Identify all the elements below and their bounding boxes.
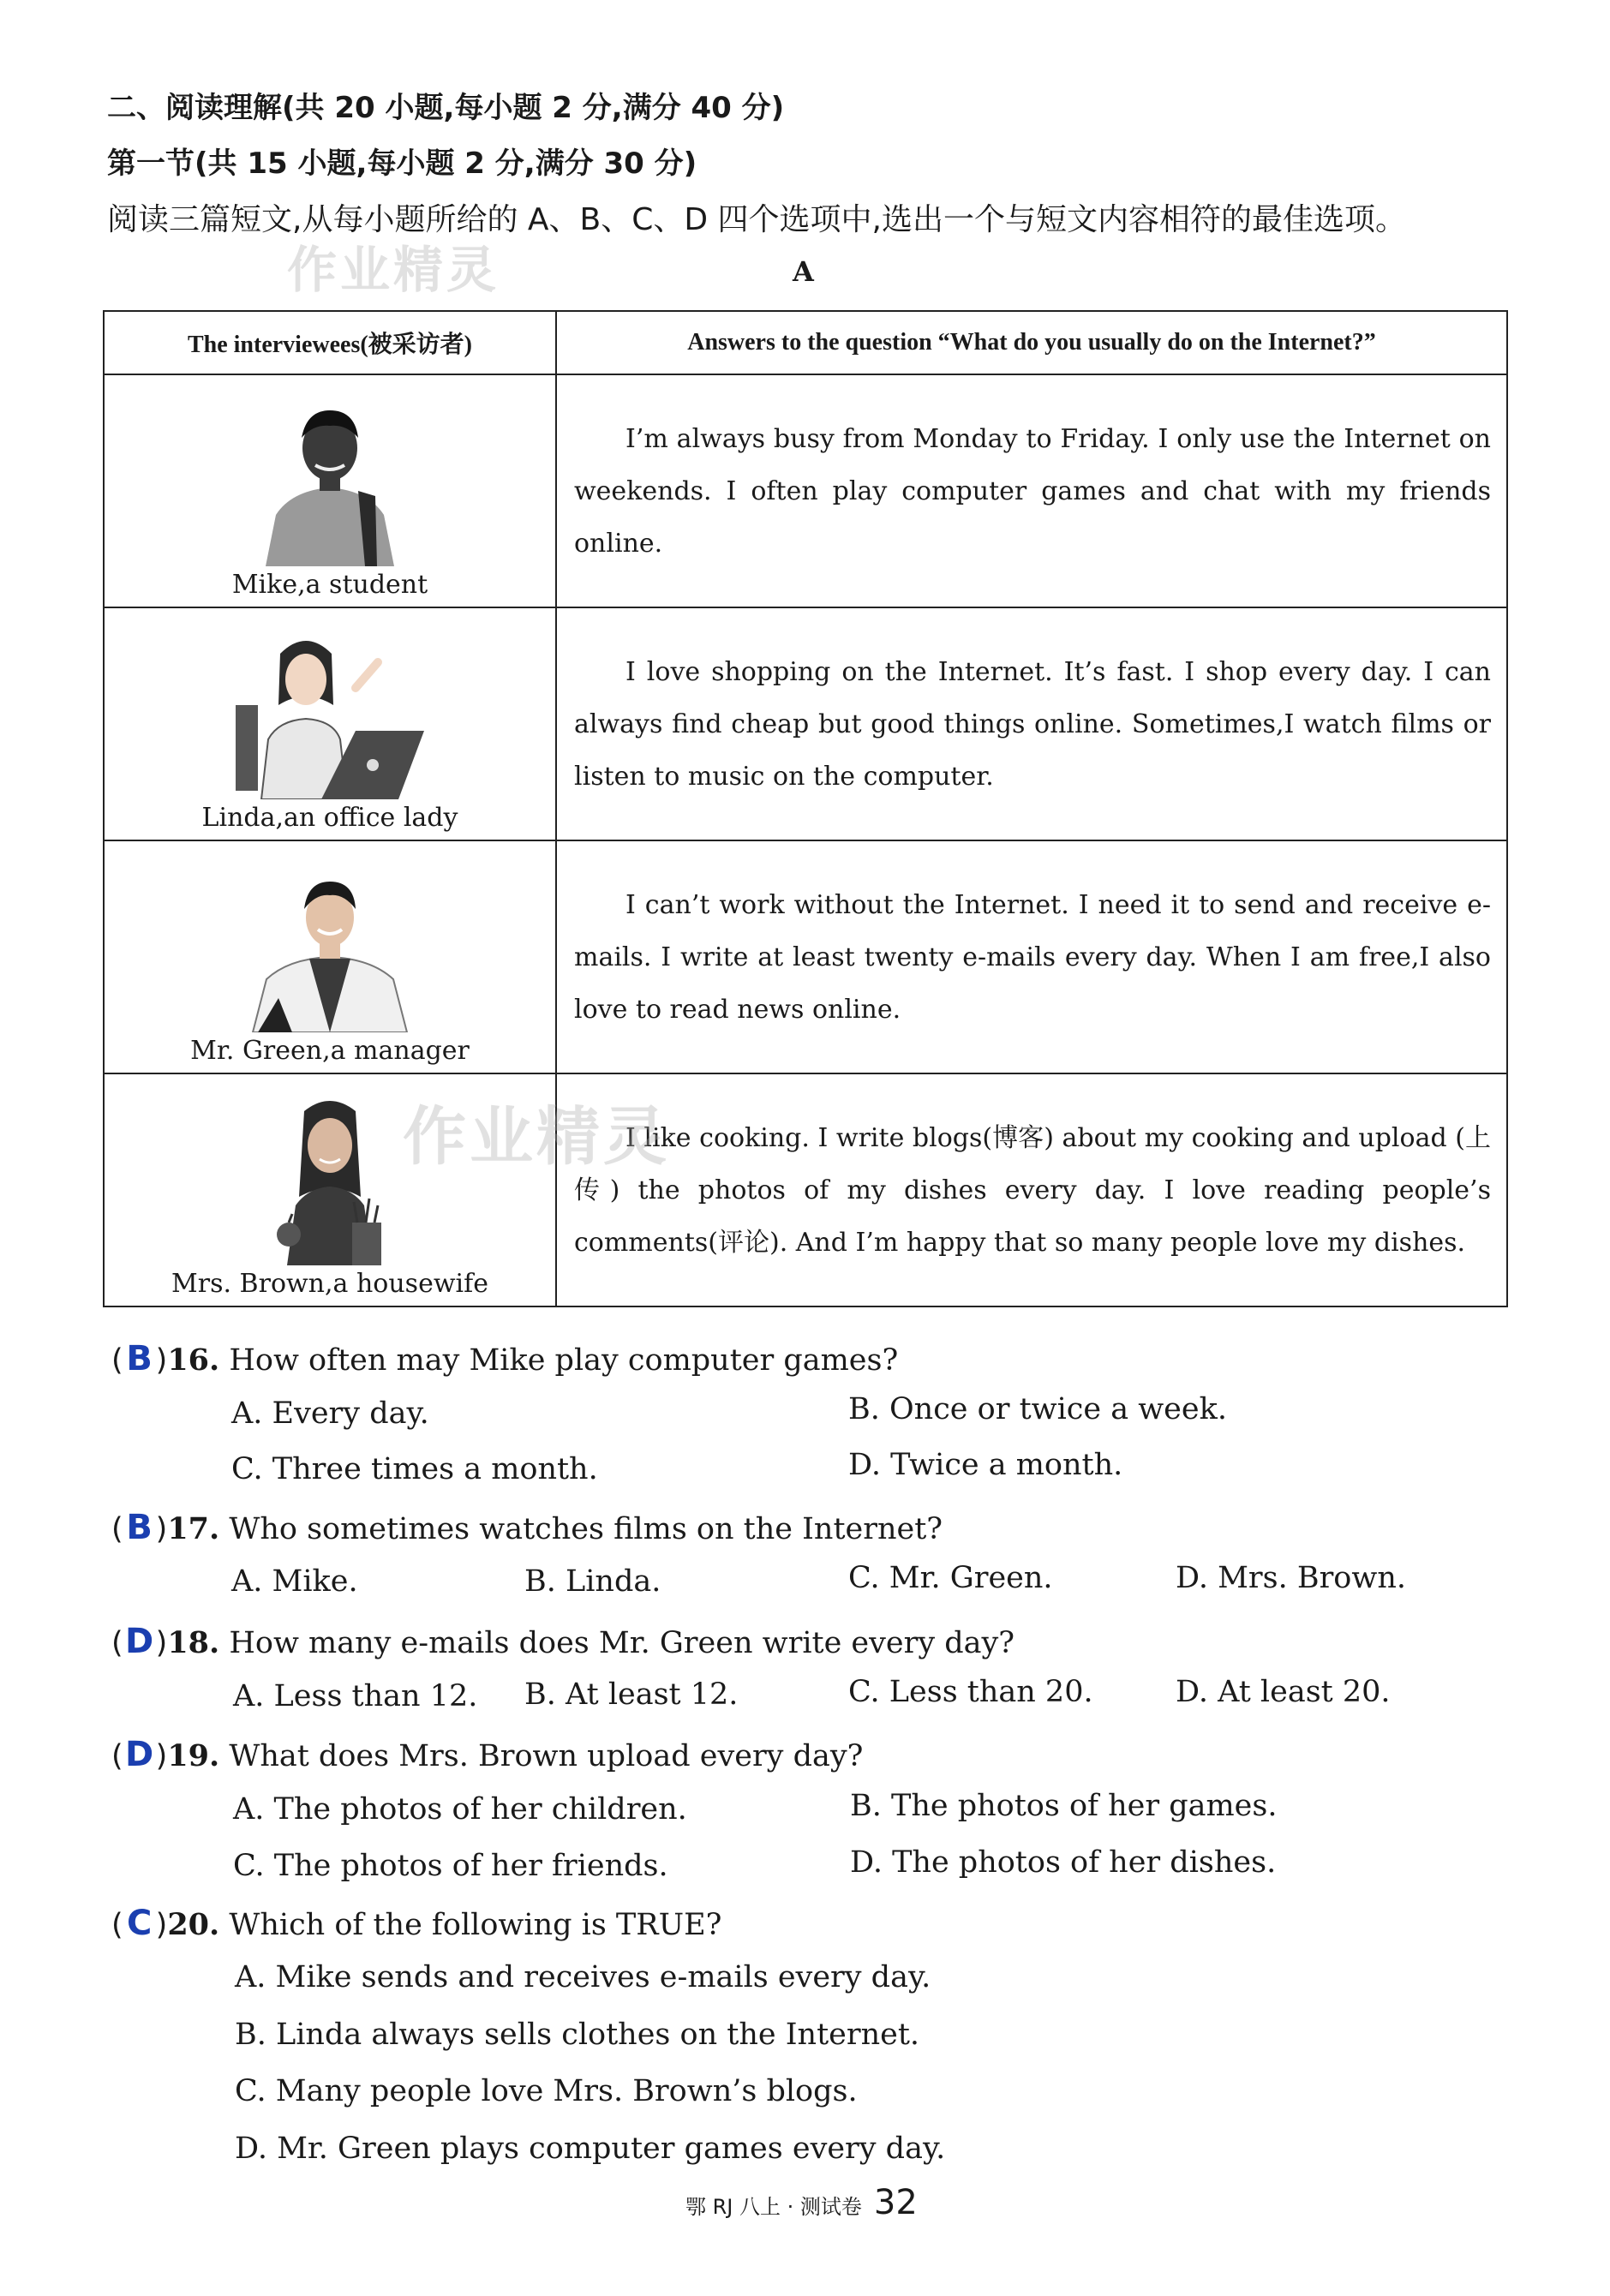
option-b: B. Linda. bbox=[524, 1564, 661, 1599]
question-19: (D)19. What does Mrs. Brown upload every day? bbox=[111, 1735, 864, 1774]
option-d: D. At least 20. bbox=[1176, 1675, 1391, 1709]
answer-cell-mr-green bbox=[556, 840, 1507, 1073]
watermark: 作业精灵 bbox=[403, 1100, 670, 1174]
option-b: B. The photos of her games. bbox=[850, 1789, 1278, 1823]
option-a: A. Every day. bbox=[231, 1396, 429, 1431]
housewife-illustration bbox=[244, 1094, 416, 1265]
question-number: 19. bbox=[167, 1738, 220, 1773]
option-d: D. Mrs. Brown. bbox=[1176, 1561, 1406, 1595]
option-b: B. Once or twice a week. bbox=[848, 1392, 1227, 1426]
answer-letter: B bbox=[126, 1339, 153, 1378]
question-16: (B )16. How often may Mike play computer games? bbox=[111, 1339, 899, 1378]
answer-letter: D bbox=[125, 1735, 154, 1774]
office-lady-illustration bbox=[227, 628, 433, 799]
answer-cell-mrs-brown bbox=[556, 1073, 1507, 1306]
answer-letter: D bbox=[125, 1622, 154, 1661]
answer-cell-linda bbox=[556, 607, 1507, 840]
table-row bbox=[104, 840, 1507, 1073]
answer-letter: C bbox=[126, 1904, 153, 1943]
answer-text: I can’t work without the Internet. I need it to send and receive e-mails. I write at least twenty e-mails every day. When I am free,I also love to read news online. bbox=[574, 889, 1491, 1025]
option-c: C. Three times a month. bbox=[231, 1452, 598, 1486]
question-text: How many e-mails does Mr. Green write every day? bbox=[229, 1626, 1015, 1660]
person-caption: Mr. Green,a manager bbox=[190, 1036, 470, 1066]
table-row bbox=[104, 607, 1507, 840]
passage-label: A bbox=[793, 255, 814, 288]
question-20: ( C )20. Which of the following is TRUE? bbox=[111, 1904, 722, 1943]
question-text: What does Mrs. Brown upload every day? bbox=[229, 1739, 864, 1773]
person-cell-mr-green bbox=[104, 840, 556, 1073]
question-number: 16. bbox=[167, 1342, 220, 1378]
question-number: 18. bbox=[167, 1625, 220, 1660]
option-d: D. Twice a month. bbox=[848, 1448, 1123, 1482]
answer-text: I like cooking. I write blogs(博客) about my cooking and upload (上传) the photos of my dishes every day. I love reading people’s comments(评论). And I’m happy that so many people love my dishes. bbox=[574, 1122, 1491, 1258]
person-cell-mike bbox=[104, 374, 556, 607]
option-a: A. The photos of her children. bbox=[233, 1792, 687, 1827]
page-footer bbox=[685, 2183, 918, 2222]
option-d: D. The photos of her dishes. bbox=[850, 1845, 1277, 1880]
option-b: B. Linda always sells clothes on the Internet. bbox=[235, 2018, 920, 2052]
question-text: Who sometimes watches films on the Internet? bbox=[229, 1512, 943, 1546]
question-text: Which of the following is TRUE? bbox=[229, 1908, 722, 1942]
option-d: D. Mr. Green plays computer games every day. bbox=[235, 2132, 946, 2166]
option-a: A. Less than 12. bbox=[233, 1679, 478, 1713]
question-18: (D)18. How many e-mails does Mr. Green write every day? bbox=[111, 1622, 1015, 1661]
answer-text: I’m always busy from Monday to Friday. I only use the Internet on weekends. I often play computer games and chat with my friends online. bbox=[574, 423, 1491, 559]
person-cell-linda bbox=[104, 607, 556, 840]
answer-text: I love shopping on the Internet. It’s fast. I shop every day. I can always find cheap but good things online. Sometimes,I watch films or listen to music on the computer. bbox=[574, 656, 1491, 792]
answer-letter: B bbox=[126, 1508, 153, 1547]
question-17: (B )17. Who sometimes watches films on the Internet? bbox=[111, 1508, 943, 1547]
option-a: A. Mike sends and receives e-mails every day. bbox=[235, 1960, 931, 1994]
section-heading: 二、阅读理解(共 20 小题,每小题 2 分,满分 40 分) bbox=[107, 91, 785, 125]
table-row bbox=[104, 1073, 1507, 1306]
person-caption: Mrs. Brown,a housewife bbox=[171, 1269, 488, 1299]
manager-illustration bbox=[236, 870, 424, 1032]
question-text: How often may Mike play computer games? bbox=[229, 1343, 899, 1378]
interview-table bbox=[103, 310, 1508, 1307]
person-caption: Mike,a student bbox=[231, 570, 428, 600]
subsection-heading: 第一节(共 15 小题,每小题 2 分,满分 30 分) bbox=[107, 146, 697, 181]
student-illustration bbox=[257, 395, 403, 566]
answer-cell-mike bbox=[556, 374, 1507, 607]
option-c: C. The photos of her friends. bbox=[233, 1849, 668, 1883]
question-number: 20. bbox=[167, 1907, 220, 1942]
instructions: 阅读三篇短文,从每小题所给的 A、B、C、D 四个选项中,选出一个与短文内容相符的最佳选项。 bbox=[107, 202, 1406, 237]
person-caption: Linda,an office lady bbox=[201, 803, 458, 833]
watermark: 作业精灵 bbox=[287, 241, 500, 299]
option-c: C. Less than 20. bbox=[848, 1675, 1093, 1709]
footer-tag: 鄂 RJ 八上 · 测试卷 bbox=[685, 2195, 862, 2219]
table-row bbox=[104, 374, 1507, 607]
option-a: A. Mike. bbox=[231, 1564, 358, 1599]
option-c: C. Mr. Green. bbox=[848, 1561, 1053, 1595]
page-number: 32 bbox=[873, 2183, 918, 2222]
option-b: B. At least 12. bbox=[524, 1677, 739, 1712]
option-c: C. Many people love Mrs. Brown’s blogs. bbox=[235, 2074, 858, 2108]
question-number: 17. bbox=[167, 1511, 220, 1546]
table-header-row bbox=[104, 311, 1507, 374]
header-answers: Answers to the question “What do you usually do on the Internet?” bbox=[556, 311, 1507, 374]
header-interviewees: The interviewees(被采访者) bbox=[104, 311, 556, 374]
